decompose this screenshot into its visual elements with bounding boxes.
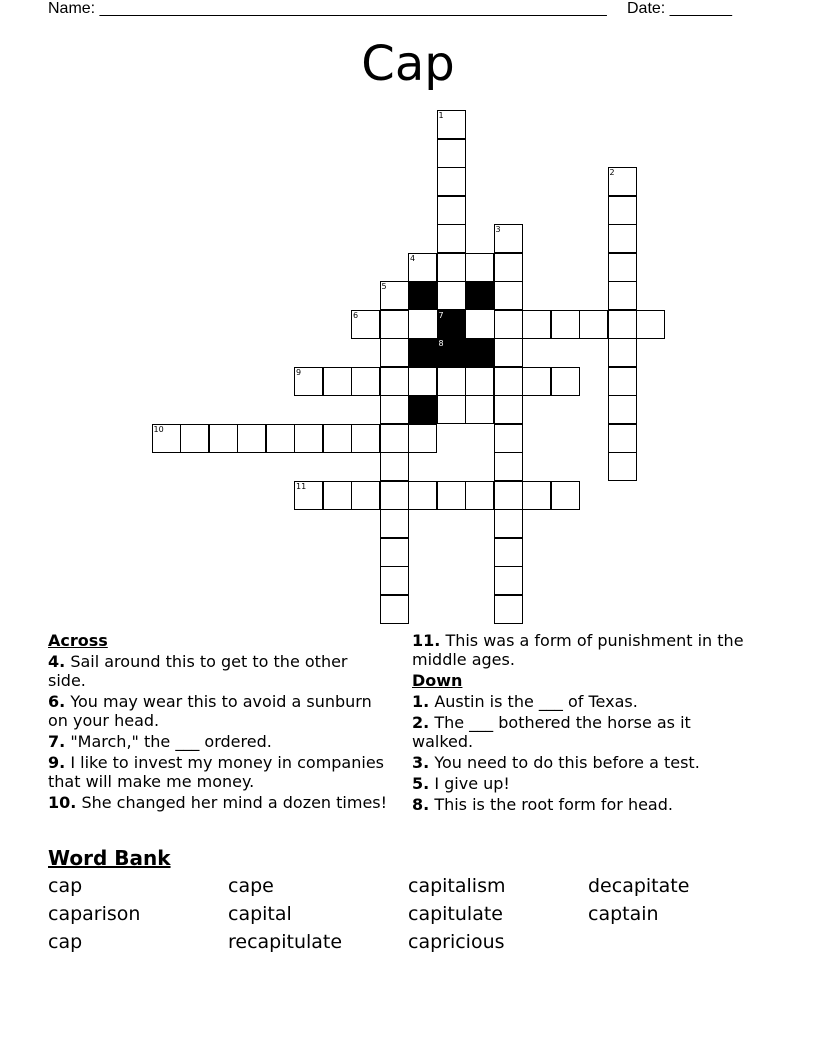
crossword-cell	[551, 310, 580, 339]
name-field-label: Name: _________________________________________________________	[48, 0, 607, 17]
crossword-cell	[494, 310, 523, 339]
word-bank-heading: Word Bank	[48, 846, 171, 870]
crossword-cell	[551, 481, 580, 510]
crossword-cell	[636, 310, 665, 339]
crossword-cell	[380, 452, 409, 481]
clue-number: 8	[438, 339, 444, 348]
crossword-cell	[408, 424, 437, 453]
clue-across-7: 7. "March," the ___ ordered.	[48, 732, 272, 751]
crossword-cell	[608, 367, 637, 396]
word-bank-item: cape	[228, 875, 274, 897]
clue-down-3: 3. You need to do this before a test.	[412, 753, 700, 772]
crossword-cell	[408, 367, 437, 396]
crossword-cell	[351, 481, 380, 510]
clue-across-4: 4. Sail around this to get to the other side.	[48, 652, 348, 690]
crossword-block	[408, 281, 437, 310]
word-bank-item: captain	[588, 903, 659, 925]
crossword-cell	[608, 338, 637, 367]
clue-number: 7	[438, 310, 444, 320]
crossword-cell	[437, 196, 466, 225]
clue-down-2: 2. The ___ bothered the horse as it walked.	[412, 713, 691, 751]
crossword-cell	[408, 481, 437, 510]
crossword-cell	[579, 310, 608, 339]
crossword-cell	[437, 281, 466, 310]
crossword-cell	[494, 367, 523, 396]
word-bank-item: decapitate	[588, 875, 690, 897]
crossword-cell	[437, 139, 466, 168]
crossword-cell	[437, 481, 466, 510]
crossword-cell	[522, 310, 551, 339]
word-bank-item: cap	[48, 931, 83, 953]
crossword-cell	[494, 424, 523, 453]
clue-number: 9	[296, 367, 302, 377]
crossword-cell	[294, 367, 323, 396]
word-bank-item: caparison	[48, 903, 141, 925]
crossword-cell	[608, 281, 637, 310]
crossword-cell	[351, 310, 380, 339]
crossword-cell	[266, 424, 295, 453]
crossword-block	[465, 281, 494, 310]
crossword-cell	[294, 424, 323, 453]
crossword-cell	[608, 395, 637, 424]
crossword-cell	[494, 538, 523, 567]
crossword-cell	[522, 481, 551, 510]
down-clues	[412, 631, 752, 816]
crossword-cell	[408, 253, 437, 282]
crossword-cell	[494, 566, 523, 595]
word-bank-item: recapitulate	[228, 931, 343, 953]
crossword-cell	[494, 452, 523, 481]
word-bank-item: cap	[48, 875, 83, 897]
crossword-cell	[323, 367, 352, 396]
crossword-cell	[380, 310, 409, 339]
crossword-cell	[494, 509, 523, 538]
crossword-cell	[237, 424, 266, 453]
crossword-cell	[437, 395, 466, 424]
crossword-cell	[608, 224, 637, 253]
crossword-cell	[152, 424, 181, 453]
crossword-cell	[608, 310, 637, 339]
crossword-block	[408, 395, 437, 424]
crossword-cell	[380, 367, 409, 396]
crossword-cell	[380, 424, 409, 453]
crossword-cell	[380, 566, 409, 595]
crossword-cell	[494, 338, 523, 367]
crossword-cell	[494, 481, 523, 510]
clue-number: 1	[438, 111, 444, 120]
crossword-cell	[465, 395, 494, 424]
crossword-cell	[494, 253, 523, 282]
crossword-cell	[380, 281, 409, 310]
crossword-cell	[465, 367, 494, 396]
crossword-cell	[323, 424, 352, 453]
clue-number: 10	[153, 424, 164, 434]
crossword-cell	[608, 424, 637, 453]
crossword-cell	[437, 224, 466, 253]
crossword-cell	[608, 253, 637, 282]
crossword-cell	[494, 395, 523, 424]
clue-number: 4	[410, 253, 416, 263]
clue-number: 5	[381, 282, 387, 291]
word-bank-item: capitulate	[408, 903, 503, 925]
crossword-cell	[380, 509, 409, 538]
crossword-cell	[380, 595, 409, 624]
crossword-block	[437, 338, 466, 367]
across-heading: Across	[48, 631, 108, 650]
crossword-cell	[380, 481, 409, 510]
down-heading: Down	[412, 671, 463, 690]
clue-across-11: 11. This was a form of punishment in the middle ages.	[412, 631, 744, 669]
page-title: Cap	[361, 36, 455, 92]
across-clues	[48, 631, 388, 814]
crossword-cell	[323, 481, 352, 510]
crossword-cell	[351, 424, 380, 453]
crossword-cell	[380, 338, 409, 367]
crossword-block	[465, 338, 494, 367]
crossword-cell	[494, 281, 523, 310]
crossword-cell	[351, 367, 380, 396]
clue-down-8: 8. This is the root form for head.	[412, 795, 673, 814]
crossword-cell	[608, 196, 637, 225]
clue-number: 2	[609, 168, 615, 177]
word-bank-item: capitalism	[408, 875, 506, 897]
crossword-cell	[494, 595, 523, 624]
crossword-block	[437, 310, 466, 339]
crossword-cell	[551, 367, 580, 396]
clue-down-5: 5. I give up!	[412, 774, 510, 793]
crossword-cell	[608, 452, 637, 481]
crossword-cell	[437, 253, 466, 282]
crossword-cell	[380, 395, 409, 424]
crossword-block	[408, 338, 437, 367]
crossword-cell	[380, 538, 409, 567]
date-field-label: Date: _______	[627, 0, 732, 17]
clue-across-10: 10. She changed her mind a dozen times!	[48, 793, 388, 812]
clue-across-6: 6. You may wear this to avoid a sunburn on your head.	[48, 692, 372, 730]
crossword-cell	[465, 253, 494, 282]
clue-number: 11	[296, 481, 307, 491]
crossword-cell	[180, 424, 209, 453]
crossword-cell	[494, 224, 523, 253]
crossword-cell	[465, 481, 494, 510]
clue-across-9: 9. I like to invest my money in companies that will make me money.	[48, 753, 384, 791]
crossword-cell	[437, 110, 466, 139]
crossword-cell	[437, 167, 466, 196]
crossword-cell	[437, 367, 466, 396]
crossword-cell	[522, 367, 551, 396]
word-bank-item: capital	[228, 903, 292, 925]
crossword-cell	[608, 167, 637, 196]
word-bank-item: capricious	[408, 931, 505, 953]
crossword-cell	[294, 481, 323, 510]
crossword-cell	[209, 424, 238, 453]
clue-down-1: 1. Austin is the ___ of Texas.	[412, 692, 638, 711]
clue-number: 3	[495, 225, 501, 234]
clue-number: 6	[353, 310, 359, 320]
